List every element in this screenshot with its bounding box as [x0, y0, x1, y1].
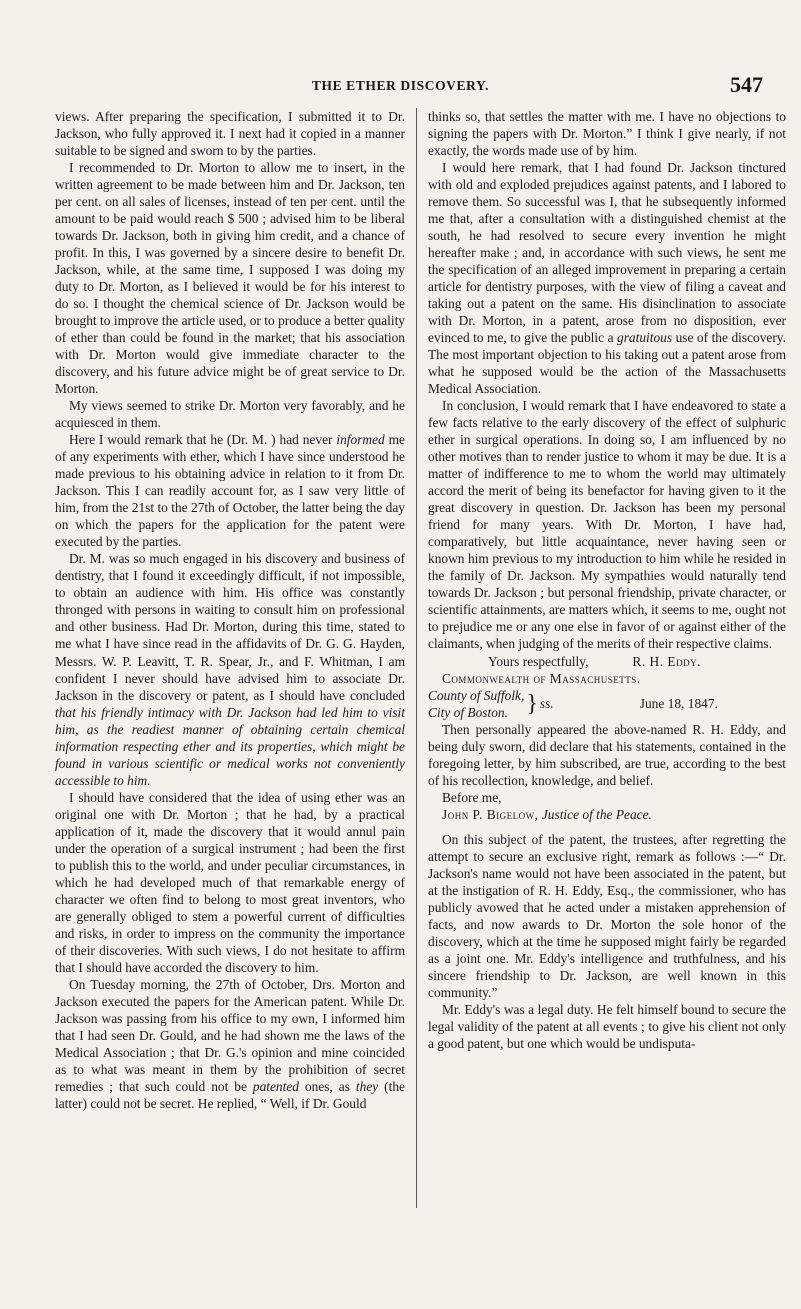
- signoff: [428, 653, 786, 670]
- commonwealth-heading: Commonwealth of Massachusetts.: [442, 670, 641, 686]
- venue-block: [428, 687, 786, 721]
- venue-ss: ss.: [539, 696, 554, 712]
- paragraph: Then personally appeared the above-named R. H. Eddy, and being duly sworn, did declare that his statements, contained in the foregoing letter, by him subscribed, are true, according to the best of his recollection, knowledge, and belief.: [428, 721, 786, 788]
- justice-title: Justice of the Peace.: [541, 806, 652, 822]
- signoff-name: R. H. Eddy.: [632, 653, 701, 669]
- paragraph: In conclusion, I would remark that I have endeavored to state a few facts relative to the early discovery of the effect of sulphuric ether in surgical operations. In doing so, I am influenced by no other motives than to render justice to whom it may be due. It is a matter of indifference to me to whom the world may ultimately accord the merit of being its benefactor for having given to it the great discovery in question. Dr. Jackson has been my personal friend for many years. With Dr. Morton, I have had, comparatively, but little acquaintance, never having seen or known him previous to my introduction to him while he resided in the family of Dr. Jackson. My sympathies would naturally tend towards Dr. Jackson ; but personal friendship, private character, or scientific attainments, are matters which, it seems to me, ought not to prejudice me or any one else in favor of or against either of the claimants, when judging of the merits of their respective claims.: [428, 398, 786, 652]
- city-line: City of Boston.: [428, 704, 508, 720]
- left-column: [55, 108, 405, 1112]
- italic-run: that his friendly intimacy with Dr. Jackson had led him to visit him, as the readiest manner of obtaining certain chemical information respecting ether and its properties, which might be found in various scientific or medical works not conveniently accessible to him.: [55, 704, 405, 788]
- paragraph: [55, 550, 405, 788]
- before-me: Before me,: [442, 789, 502, 805]
- paragraph: My views seemed to strike Dr. Morton very favorably, and he acquiesced in them.: [55, 398, 405, 431]
- italic-run: gratuitous: [617, 330, 673, 346]
- paragraph: I should have considered that the idea of using ether was an original one with Dr. Morton ; that he had, by a practical application of it, made the discovery that it would annul pain under the operation of a surgical instrument ; had been the first to publish this to the world, and under peculiar circumstances, in which he had developed much of that remarkable energy of character we often find to belong to most great inventors, who are generally obliged to stem a powerful current of difficulties and risks, in order to impress on the community the importance of their discoveries. With such views, I do not hesitate to affirm that I should have accorded the discovery to him.: [55, 789, 405, 975]
- running-title: THE ETHER DISCOVERY.: [311, 78, 490, 93]
- right-column: [428, 108, 786, 1052]
- column-divider: [416, 108, 417, 1208]
- text-run: use of the discovery. The most important objection to his taking out a patent arose from what he supposed would be the action of the Massachusetts Medical Association.: [428, 330, 786, 397]
- italic-run: they: [355, 1078, 379, 1094]
- paragraph: [428, 159, 786, 397]
- italic-run: patented: [252, 1078, 299, 1094]
- text-run: I would here remark, that I had found Dr. Jackson tinctured with old and exploded prejudices against patents, and I labored to remove them. So successful was I, that he subsequently informed me that, after a consultation with a distinguished chemist at the south, he had resolved to secure every invention he might hereafter make ; and, in accordance with such views, he sent me the specification of an alleged improvement in preparing a certain article for dentistry purposes, with the view of filing a caveat and taking out a patent on the same. His disinclination to associate with Dr. Morton, in a patent, arose from no disposition, ever evinced to me, to give the public a: [428, 160, 786, 346]
- running-head: [0, 72, 801, 102]
- justice-name: John P. Bigelow,: [442, 806, 539, 822]
- signoff-closing: Yours respectfully,: [488, 653, 589, 669]
- page-number: 547: [730, 72, 763, 97]
- paragraph: [55, 431, 405, 550]
- venue-date: June 18, 1847.: [639, 696, 718, 712]
- justice-line: [428, 806, 786, 823]
- italic-run: informed: [336, 432, 385, 448]
- text-run: Here I would remark that he (Dr. M. ) had never: [69, 432, 337, 448]
- text-run: ones, as: [298, 1078, 356, 1094]
- paragraph: I recommended to Dr. Morton to allow me to insert, in the written agreement to be made between him and Dr. Jackson, ten per cent. on all sales of licenses, instead of ten per cent. until the amount to be paid would reach $ 500 ; advised him to be liberal towards Dr. Jackson, both in giving him credit, and a chance of profit. In this, I was governed by a sincere desire to benefit Dr. Jackson, while, at the same time, I supposed I was doing my duty to Dr. Morton, as I believed it would be for his interest to do so. I thought the chemical science of Dr. Jackson would be brought to improve the article used, or to produce a better quality of ether than could be found in the market; that his association with Dr. Morton would give immediate character to the discovery, and his future advice might be of great service to Dr. Morton.: [55, 160, 405, 397]
- paragraph: [55, 976, 405, 1112]
- text-run: On Tuesday morning, the 27th of October, Drs. Morton and Jackson executed the papers for the American patent. While Dr. Jackson was passing from his office to my own, I informed him that I had seen Dr. Gould, and he had shown me the laws of the Medical Association ; that Dr. G.'s opinion and mine coincided as to what was meant in them by the prohibition of secret remedies ; that such could not be: [55, 976, 405, 1094]
- county-line: County of Suffolk,: [428, 687, 525, 703]
- brace-glyph: }: [526, 690, 538, 717]
- text-run: Dr. M. was so much engaged in his discovery and business of dentistry, that I found it exceedingly difficult, if not impossible, to obtain an audience with him. His office was constantly thronged with persons in waiting to consult him on professional and other business. Had Dr. Morton, during this time, stated to me what I have since read in the affidavits of Dr. G. G. Hayden, Messrs. W. P. Leavitt, T. R. Spear, Jr., and F. Whitman, I am confident I never should have advised him to associate Dr. Jackson in the discovery or patent, as I should have concluded: [55, 551, 405, 703]
- text-run: (the latter) could not be secret. He replied, “ Well, if Dr. Gould: [55, 1078, 405, 1111]
- paragraph: views. After preparing the specification, I submitted it to Dr. Jackson, who fully approved it. I next had it copied in a manner suitable to be signed and sworn to by the parties.: [55, 109, 405, 159]
- spacer: [428, 823, 786, 831]
- paragraph: On this subject of the patent, the trustees, after regretting the attempt to secure an exclusive right, remark as follows :—“ Dr. Jackson's name would not have been associated in the patent, but at the instigation of R. H. Eddy, Esq., the commissioner, who has publicly avowed that he acted under a mistaken apprehension of facts, and now awards to Dr. Morton the sole honor of the discovery, which at the time he supposed might fairly be regarded as a joint one. Mr. Eddy's intelligence and truthfulness, and his sincere friendship to Dr. Jackson, are well known in this community.”: [428, 831, 786, 1000]
- text-run: me of any experiments with ether, which I have since understood he made previous to his obtaining advice in relation to it from Dr. Jackson. This I can readily account for, as I saw very little of him, from the 21st to the 27th of October, the latter being the day on which the papers for the application for the patent were executed by the parties.: [55, 432, 405, 550]
- venue-county: [428, 687, 524, 721]
- paragraph: Mr. Eddy's was a legal duty. He felt himself bound to secure the legal validity of the patent at all events ; to give his client not only a good patent, but one which would be undisputa-: [428, 1001, 786, 1051]
- paragraph: thinks so, that settles the matter with me. I have no objections to signing the papers with Dr. Morton.” I think I give nearly, if not exactly, the words made use of by him.: [428, 109, 786, 159]
